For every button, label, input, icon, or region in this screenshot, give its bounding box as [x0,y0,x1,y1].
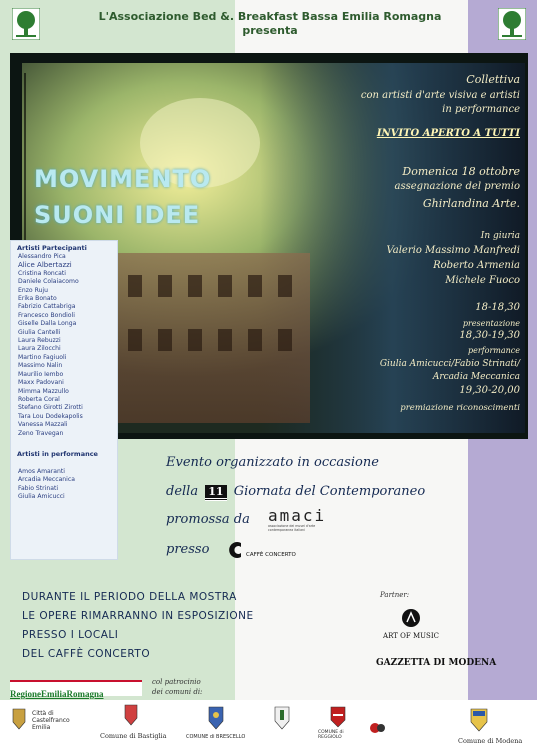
crest-icon [124,704,138,726]
regione-label: RegioneEmiliaRomagna [10,689,104,699]
domenica-date: Domenica 18 ottobre [402,165,520,178]
patrocinio-line: col patrocinio [152,678,201,686]
header-presenta: presenta [242,24,298,37]
list-item: Fabrizio Cattabriga [18,303,76,311]
caffe-concerto-label: CAFFÈ CONCERTO [246,552,296,558]
event-line1: Evento organizzato in occasione [166,455,379,470]
giuria-label: In giuria [480,231,520,241]
list-item: Tara Lou Dodekapolis [18,412,83,420]
crest-icon [274,706,290,730]
regione-logo [10,680,142,699]
event-line2 [166,484,425,501]
giornata-badge: 11 [205,485,226,501]
header-association: L'Associazione Bed &. Breakfast Bassa Emilia Romagna [98,10,442,23]
crest-icon [470,706,488,732]
caffe-concerto-logo [226,540,296,564]
art-of-music-label: ART OF MUSIC [383,632,439,640]
performers-line: Giulia Amicucci/Fabio Strinati/ [379,359,520,369]
performers-line: Arcadia Meccanica [432,372,520,382]
event-della: della [166,484,199,499]
poster-title-line1: MOVIMENTO [34,165,212,193]
exhibition-line: DEL CAFFÈ CONCERTO [22,648,151,660]
header [60,10,480,38]
list-item: Giulia Cantelli [18,328,61,336]
exhibition-notice [22,588,254,664]
amaci-wordmark: amaci [268,506,327,525]
crest-icon [12,708,26,730]
list-item: Arcadia Meccanica [18,476,75,484]
giuria-member: Valerio Massimo Manfredi [386,245,520,256]
performance-label: performance [467,346,520,355]
comuni-logos [0,700,537,750]
invito-label: INVITO APERTO A TUTTI [376,128,520,139]
castelfranco-line: Emilia [32,724,51,731]
exhibition-line: PRESSO I LOCALI [22,629,119,641]
reggiolo-label: COMUNE di REGGIOLO [318,730,344,740]
crest-icon [208,706,224,730]
list-item: Alessandro Pica [18,253,66,260]
list-item: Massimo Nalin [18,362,63,370]
list-item: Giselle Dalla Longa [18,320,77,328]
list-item: Zeno Travegan [18,429,64,437]
time-slot: 19,30-20,00 [459,385,520,396]
list-item: Amos Amaranti [18,467,65,475]
association-logo-right [498,8,526,44]
modena-label: Comune di Modena [458,737,523,745]
list-item: Laura Rebuzzi [18,337,61,345]
crest-icon [330,706,346,728]
performance-line: in performance [442,104,520,115]
bastiglia-label: Comune di Bastiglia [100,732,167,740]
exhibition-line: DURANTE IL PERIODO DELLA MOSTRA [22,591,237,603]
tree-icon [12,8,40,40]
art-of-music-logo [378,608,444,640]
artists-panel [10,240,118,560]
list-item: Martino Fagiuoli [18,353,67,361]
event-promossa: promossa da [166,512,250,527]
artisti-line: con artisti d'arte visiva e artisti [360,90,520,101]
exhibition-line: LE OPERE RIMARRANNO IN ESPOSIZIONE [22,610,254,622]
giuria-member: Roberto Armenia [433,260,520,271]
list-item: Vanessa Mazzali [18,421,68,429]
performers-list [11,468,117,502]
artists-heading: Artisti Partecipanti [17,244,87,252]
list-item: Roberta Coral [18,395,60,403]
patrocinio-line: dei comuni di: [152,688,203,696]
brescello-label: COMUNE di BRESCELLO [186,734,246,740]
time-slot: 18,30-19,30 [459,330,520,341]
artists-list [11,253,117,438]
list-item: Laura Zilocchi [18,345,61,353]
list-item: Enzo Ruju [18,286,48,294]
assegnazione-line: assegnazione del premio [394,181,520,192]
event-giornata: Giornata del Contemporaneo [233,484,426,499]
list-item: Maxx Padovani [18,379,64,387]
patrocinio-text [152,677,202,697]
list-item: Maurilio Iembo [18,370,64,378]
premiazione-label: premiazione riconoscimenti [400,403,520,413]
collettiva-label: Collettiva [466,73,520,86]
premio-name: Ghirlandina Arte. [422,197,520,210]
caffe-concerto-icon [226,540,244,560]
list-item: Mimma Mazzullo [18,387,69,395]
list-item: Fabio Strinati [18,484,59,492]
art-of-music-icon [401,608,421,628]
partner-mark-icon [368,718,388,738]
partner-label: Partner: [380,591,410,599]
list-item: Stefano Girotti Zirotti [18,404,83,412]
list-item: Erika Bonato [18,295,57,303]
association-logo-left [12,8,40,44]
giuria-member: Michele Fuoco [445,275,520,286]
event-line3 [166,512,250,527]
list-item: Francesco Bondioli [18,311,75,319]
list-item: Giulia Amicucci [18,493,65,501]
gazzetta-logo: GAZZETTA DI MODENA [376,658,497,668]
tree-icon [498,8,526,40]
castelfranco-line: Città di [32,710,54,717]
castelfranco-line: Castelfranco [32,717,70,724]
presentazione-label: presentazione [462,319,520,328]
time-slot: 18-18,30 [475,302,520,313]
amaci-logo [268,508,328,532]
event-line4 [166,542,209,557]
poster-title-line2: SUONI IDEE [34,201,201,229]
list-item: Cristina Roncati [18,269,66,277]
event-presso: presso [166,542,210,557]
performers-heading: Artisti in performance [17,449,98,458]
list-item: Daniele Colaiacomo [18,278,79,286]
amaci-subtitle: associazione dei musei d'arte contemporanea italiani [268,524,316,532]
list-item: Alice Albertazzi [18,261,72,270]
